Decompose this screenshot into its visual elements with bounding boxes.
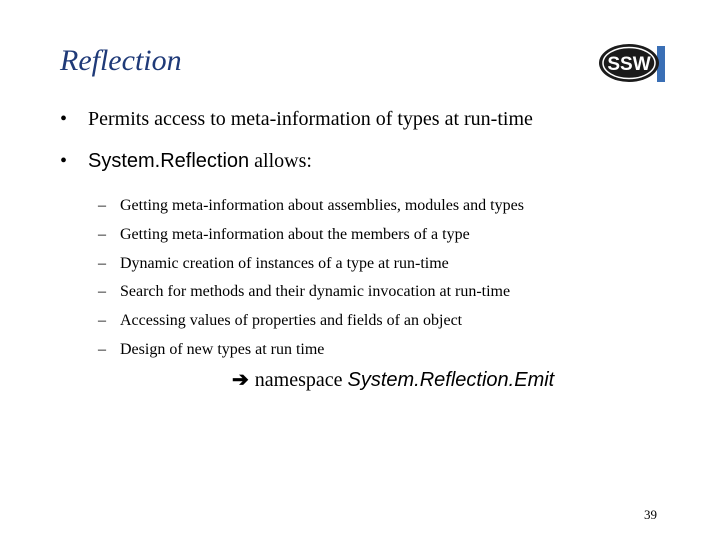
bullet-2	[60, 150, 312, 173]
sub-item: – Getting meta-information about the members of a type	[98, 225, 470, 243]
sub-item-text: Getting meta-information about the members of a type	[120, 225, 470, 243]
logo-text: SSW	[607, 54, 651, 75]
bullet-2-text: allows:	[249, 150, 312, 172]
namespace-code: System.Reflection.Emit	[347, 369, 555, 391]
sub-item: – Dynamic creation of instances of a type at run-time	[98, 254, 449, 272]
page-number: 39	[644, 507, 657, 522]
sub-item: – Design of new types at run time	[98, 340, 325, 358]
ssw-logo	[598, 42, 666, 84]
sub-item: – Accessing values of properties and fields of an object	[98, 312, 463, 330]
sub-item: – Search for methods and their dynamic invocation at run-time	[98, 283, 511, 301]
bullet-dot: •	[60, 150, 68, 172]
bullet-2-code: System.Reflection	[88, 150, 250, 172]
bullet-dot: •	[60, 108, 68, 130]
namespace-note	[232, 367, 554, 392]
namespace-prefix: namespace	[254, 369, 348, 391]
sub-item-text: Search for methods and their dynamic invocation at run-time	[120, 283, 511, 301]
sub-item-text: Design of new types at run time	[120, 340, 325, 358]
sub-item-list	[98, 192, 524, 365]
sub-item-text: Getting meta-information about assemblies, modules and types	[120, 197, 524, 214]
sub-item-text: Accessing values of properties and fields of an object	[120, 312, 463, 330]
sub-item: – Getting meta-information about assemblies, modules and types	[98, 197, 524, 214]
bullet-1	[60, 108, 533, 131]
right-arrow-icon: ➔	[232, 369, 249, 391]
sub-item-text: Dynamic creation of instances of a type at run-time	[120, 254, 449, 272]
bullet-1-text: Permits access to meta-information of types at run-time	[88, 108, 533, 130]
slide-title: Reflection	[60, 44, 182, 77]
